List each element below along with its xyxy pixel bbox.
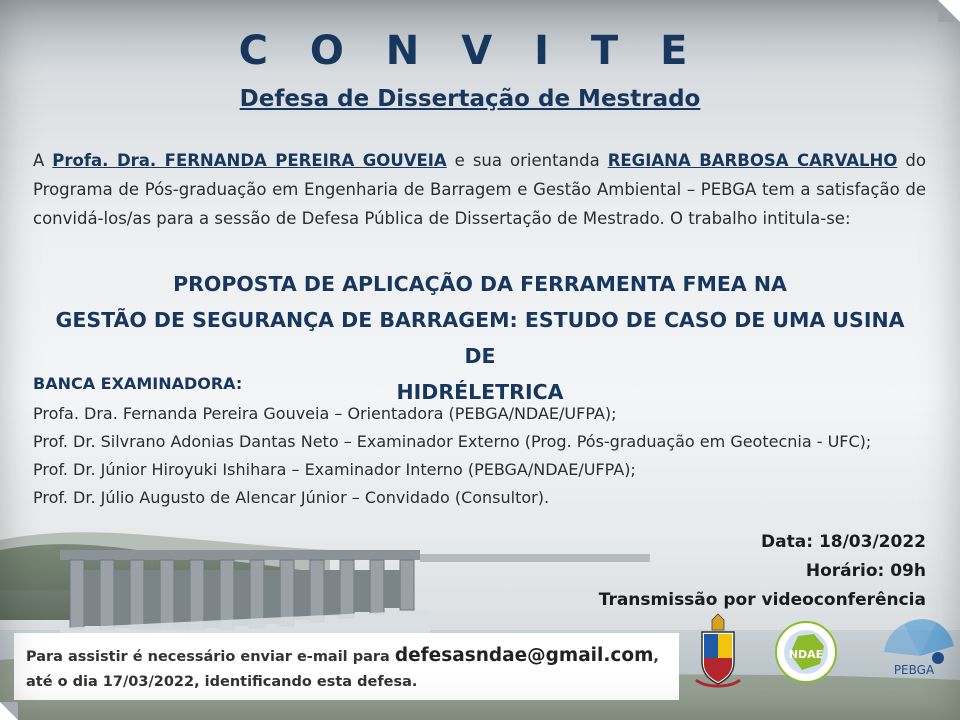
committee-heading: BANCA EXAMINADORA:: [33, 374, 243, 393]
intro-text-1: A: [33, 151, 53, 170]
event-details: [599, 528, 926, 615]
subtitle-text: Defesa de Dissertação de Mestrado: [239, 86, 701, 112]
committee-member: Profa. Dra. Fernanda Pereira Gouveia – Orientadora (PEBGA/NDAE/UFPA);: [33, 404, 617, 423]
intro-text-2: e sua orientanda: [446, 151, 608, 170]
page-curl-top-right: [938, 0, 960, 22]
student-name: REGIANA BARBOSA CARVALHO: [607, 151, 898, 170]
page-curl-bottom-left: [0, 702, 18, 720]
thesis-title-line-3: HIDRÉLETRICA: [396, 380, 564, 404]
event-mode: Transmissão por videoconferência: [598, 590, 926, 610]
committee-member: Prof. Dr. Júnior Hiroyuki Ishihara – Examinador Interno (PEBGA/NDAE/UFPA);: [33, 460, 636, 479]
notice-suffix: ,: [653, 649, 659, 665]
pebga-logo: [884, 619, 954, 677]
thesis-title-line-2: GESTÃO DE SEGURANÇA DE BARRAGEM: ESTUDO DE CASO DE UMA USINA DE: [55, 308, 905, 368]
notice-prefix: Para assistir é necessário enviar e-mail para: [26, 649, 395, 665]
notice-line-2: até o dia 17/03/2022, identificando esta defesa.: [26, 674, 418, 690]
ufpa-logo: [696, 614, 740, 686]
page-subtitle: [0, 86, 940, 112]
notice-line-1: [26, 645, 659, 666]
thesis-title-line-1: PROPOSTA DE APLICAÇÃO DA FERRAMENTA FMEA NA: [173, 272, 787, 296]
event-date: Data: 18/03/2022: [761, 532, 926, 552]
committee-member: Prof. Dr. Júlio Augusto de Alencar Júnior – Convidado (Consultor).: [33, 488, 550, 507]
page-title: C O N V I T E: [238, 28, 702, 74]
contact-email-link[interactable]: defesasndae@gmail.com: [394, 645, 654, 666]
ndae-logo: [776, 622, 836, 682]
ndae-logo-text: NDAE: [788, 648, 824, 661]
intro-text-3: do Programa de Pós-graduação em Engenharia de Barragem e Gestão Ambiental – PEBGA tem a satisfação de convidá-los/as para a sessão de Defesa Pública de Dissertação de Mestrado. O trabalho intitula-se:: [33, 151, 926, 228]
pebga-logo-text: PEBGA: [893, 663, 935, 677]
event-time: Horário: 09h: [805, 561, 926, 581]
registration-notice: [14, 633, 679, 700]
intro-paragraph: [33, 146, 926, 233]
advisor-name: Profa. Dra. FERNANDA PEREIRA GOUVEIA: [52, 151, 447, 170]
committee-member: Prof. Dr. Silvrano Adonias Dantas Neto – Examinador Externo (Prog. Pós-graduação em Geotecnia - UFC);: [33, 432, 872, 451]
institution-logos: [688, 612, 958, 692]
committee-list: [33, 400, 928, 512]
